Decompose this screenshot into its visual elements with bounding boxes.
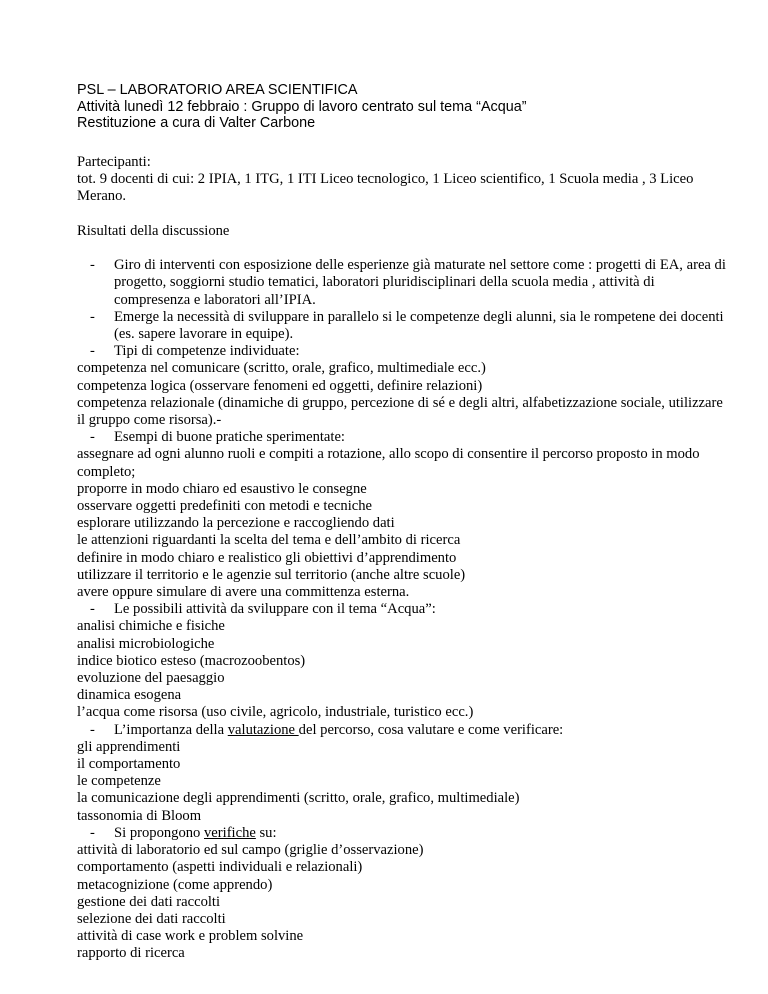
list-item: metacognizione (come apprendo) [77,876,273,893]
bullet-item [77,309,727,343]
header-activity: Attività lunedì 12 febbraio : Gruppo di lavoro centrato sul tema “Acqua” [77,98,527,115]
list-item: avere oppure simulare di avere una committenza esterna. [77,584,410,601]
bullet-text-post: del percorso, cosa valutare e come verificare: [298,721,564,738]
underlined-valutazione: valutazione [227,721,299,738]
bullet-text: Tipi di competenze individuate: [114,343,300,360]
list-item: utilizzare il territorio e le agenzie sul territorio (anche altre scuole) [77,566,466,583]
list-item: osservare oggetti predefiniti con metodi e tecniche [77,498,373,515]
document-body [77,154,727,963]
list-item: competenza nel comunicare (scritto, orale, grafico, multimediale ecc.) [77,360,486,377]
bullet-dash: - [90,824,95,841]
list-item: definire in modo chiaro e realistico gli obiettivi d’apprendimento [77,549,457,566]
list-item: l’acqua come risorsa (uso civile, agricolo, industriale, turistico ecc.) [77,704,474,721]
partecipanti-label: Partecipanti: [77,154,151,170]
bullet-item [77,601,727,618]
list-item: competenza relazionale (dinamiche di gruppo, percezione di sé e degli altri, alfabetizzazione sociale, utilizzare il gruppo come risorsa).- [77,394,723,429]
bullet-text: Emerge la necessità di sviluppare in parallelo si le competenze degli alunni, sia le rompetene dei docenti (es. sapere lavorare in equipe). [114,308,724,342]
list-item: indice biotico esteso (macrozoobentos) [77,652,306,669]
bullet-text: Esempi di buone pratiche sperimentate: [114,429,345,446]
bullet-item [77,825,727,842]
list-item: selezione dei dati raccolti [77,910,226,927]
list-item: la comunicazione degli apprendimenti (scritto, orale, grafico, multimediale) [77,790,520,807]
header-author: Restituzione a cura di Valter Carbone [77,115,316,131]
risultati-title: Risultati della discussione [77,222,230,239]
bullet-dash: - [90,429,95,446]
list-item: competenza logica (osservare fenomeni ed oggetti, definire relazioni) [77,377,483,394]
document-header [77,82,527,132]
list-item: il comportamento [77,756,181,773]
list-item: evoluzione del paesaggio [77,670,225,687]
bullet-dash: - [90,257,95,274]
bullet-text: Giro di interventi con esposizione delle esperienze già maturate nel settore come : progetti di EA, area di progetto, soggiorni studio tematici, laboratori pluridisciplinari della scuola media , attività di compresenza e laboratori all’IPIA. [114,257,726,308]
bullet-item [77,343,727,360]
bullet-dash: - [90,308,95,325]
bullet-text-pre: L’importanza della [114,721,228,738]
bullet-dash: - [90,721,95,738]
list-item: esplorare utilizzando la percezione e raccogliendo dati [77,515,395,532]
list-item: analisi chimiche e fisiche [77,618,225,635]
list-item: assegnare ad ogni alunno ruoli e compiti a rotazione, allo scopo di consentire il percorso proposto in modo completo; [77,446,700,480]
bullet-text-pre: Si propongono [114,824,204,841]
bullet-item [77,257,727,309]
bullet-dash: - [90,343,95,360]
bullet-item [77,722,727,739]
list-item: attività di case work e problem solvine [77,928,304,945]
underlined-verifiche: verifiche [204,824,256,841]
partecipanti-text: tot. 9 docenti di cui: 2 IPIA, 1 ITG, 1 ITI Liceo tecnologico, 1 Liceo scientifico, 1 Scuola media , 3 Liceo Merano. [77,171,694,205]
list-item: tassonomia di Bloom [77,807,202,824]
list-item: rapporto di ricerca [77,945,185,962]
list-item: le attenzioni riguardanti la scelta del tema e dell’ambito di ricerca [77,532,461,549]
bullet-item [77,429,727,446]
list-item: proporre in modo chiaro ed esaustivo le consegne [77,480,367,497]
list-item: gestione dei dati raccolti [77,893,221,910]
list-item: analisi microbiologiche [77,635,215,652]
bullet-text: Le possibili attività da sviluppare con il tema “Acqua”: [114,601,436,618]
list-item: gli apprendimenti [77,738,181,755]
bullet-dash: - [90,601,95,618]
list-item: comportamento (aspetti individuali e relazionali) [77,859,363,876]
header-title: PSL – LABORATORIO AREA SCIENTIFICA [77,82,358,98]
bullet-text-post: su: [255,824,277,841]
list-item: dinamica esogena [77,687,182,704]
list-item: le competenze [77,773,161,790]
list-item: attività di laboratorio ed sul campo (griglie d’osservazione) [77,842,424,859]
